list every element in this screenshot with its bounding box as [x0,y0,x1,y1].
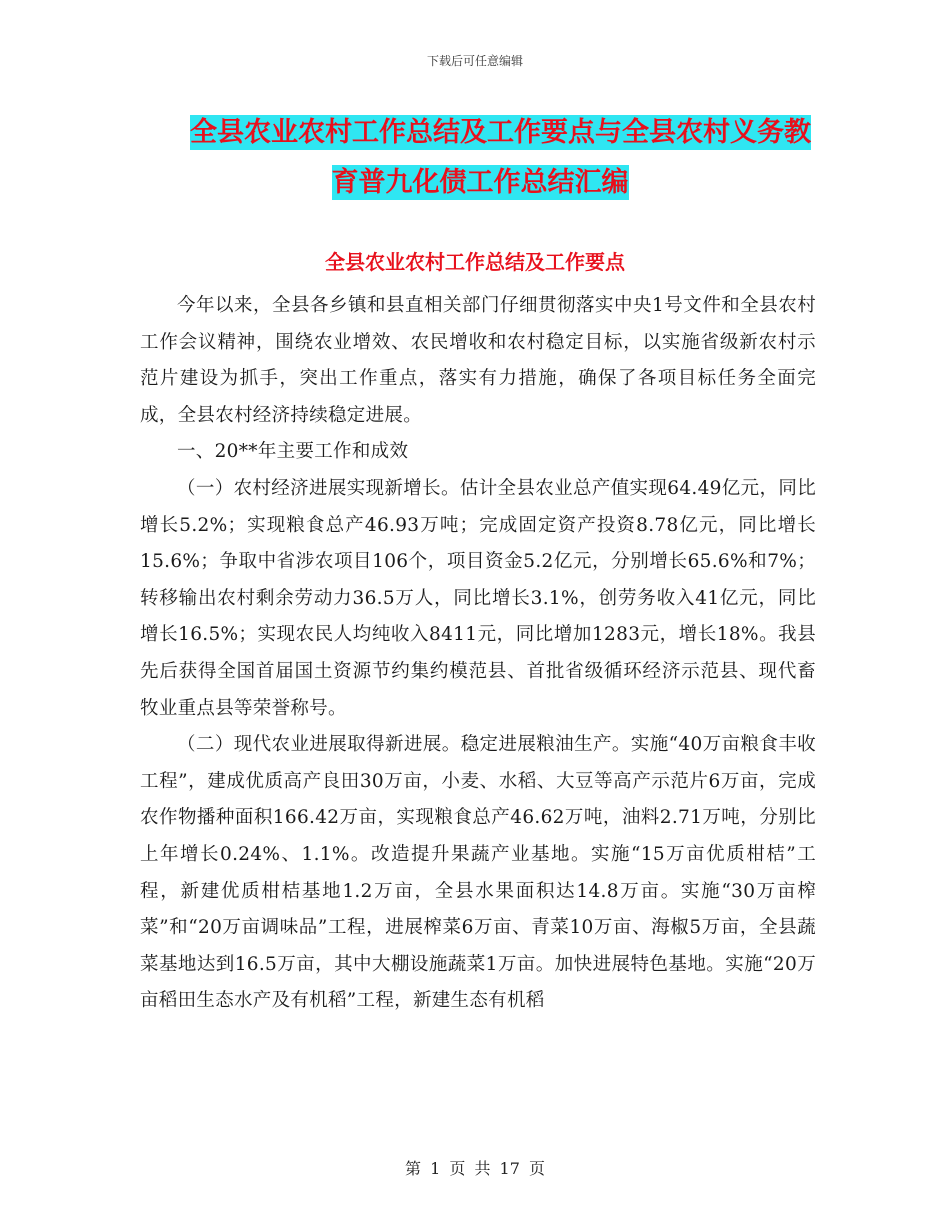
paragraph-heading-1: 一、20**年主要工作和成效 [177,441,409,463]
paragraph-intro: 今年以来，全县各乡镇和县直相关部门仔细贯彻落实中央1号文件和全县农村工作会议精神，围绕农业增效、农民增收和农村稳定目标，以实施省级新农村示范片建设为抓手，突出工作重点，落实有力措施，确保了各项目标任务全面完成，全县农村经济持续稳定进展。 [140,295,816,426]
page-footer: 第 1 页 共 17 页 [405,1159,545,1178]
page-header: 下载后可任意编辑 [426,54,523,68]
paragraph-agriculture: （二）现代农业进展取得新进展。稳定进展粮油生产。实施“40万亩粮食丰收工程”，建成优质高产良田30万亩，小麦、水稻、大豆等高产示范片6万亩，完成农作物播种面积166.42万亩，实现粮食总产46.62万吨，油料2.71万吨，分别比上年增长0.24%、1.1%。改造提升果蔬产业基地。实施“15万亩优质柑桔”工程，新建优质柑桔基地1.2万亩，全县水果面积达14.8万亩。实施“30万亩榨菜”和“20万亩调味品”工程，进展榨菜6万亩、青菜10万亩、海椒5万亩，全县蔬菜基地达到16.5万亩，其中大棚设施蔬菜1万亩。加快进展特色基地。实施“20万亩稻田生态水产及有机稻”工程，新建生态有机稻 [140,734,816,1012]
section-title: 全县农业农村工作总结及工作要点 [325,250,625,274]
document-title [140,108,820,208]
title-line-1: 全县农业农村工作总结及工作要点与全县农村义务教 [190,117,811,148]
paragraph-economy: （一）农村经济进展实现新增长。估计全县农业总产值实现64.49亿元，同比增长5.2%；实现粮食总产46.93万吨；完成固定资产投资8.78亿元，同比增长15.6%；争取中省涉农项目106个，项目资金5.2亿元，分别增长65.6%和7%；转移输出农村剩余劳动力36.5万人，同比增长3.1%，创劳务收入41亿元，同比增长16.5%；实现农民人均纯收入8411元，同比增加1283元，增长18%。我县先后获得全国首届国土资源节约集约模范县、首批省级循环经济示范县、现代畜牧业重点县等荣誉称号。 [140,477,816,719]
title-line-2: 育普九化债工作总结汇编 [331,167,629,198]
body-text [140,288,816,1020]
